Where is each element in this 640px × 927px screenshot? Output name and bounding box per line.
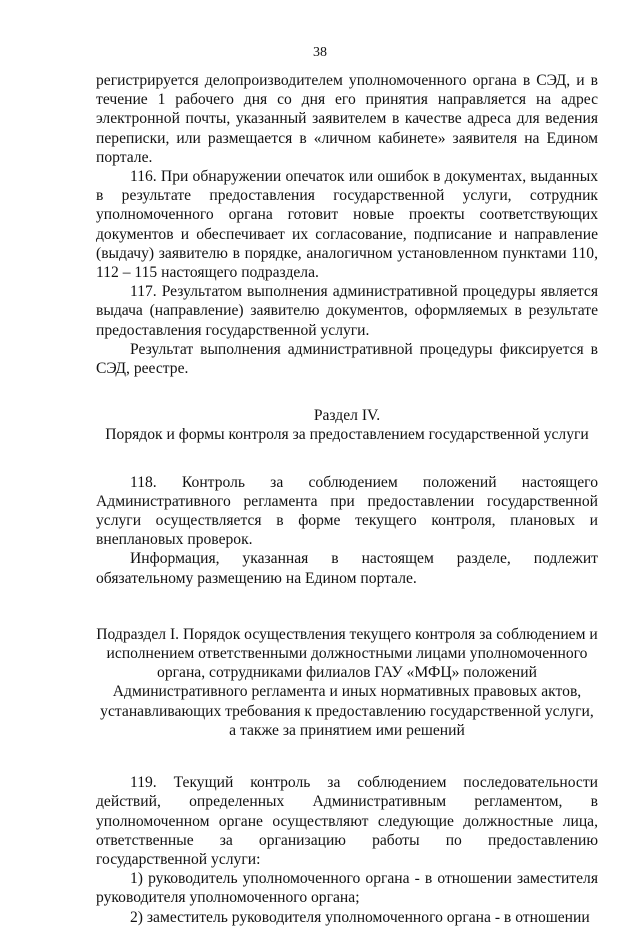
subsection-title: Подраздел I. Порядок осуществления текущего контроля за соблюдением и исполнением ответственными должностными лицами уполномоченного органа, сотрудниками филиалов ГАУ «МФЦ» положений Административного регламента и иных нормативных правовых актов, устанавливающих требования к предоставлению государственной услуги, а также за принятием ими решений — [96, 625, 598, 739]
list-item-1: 1) руководитель уполномоченного органа - в отношении заместителя руководителя уполномоченного органа; — [96, 870, 598, 907]
page-content — [96, 71, 598, 927]
spacer — [96, 740, 598, 773]
paragraph-information: Информация, указанная в настоящем разделе, подлежит обязательному размещению на Едином портале. — [96, 550, 598, 587]
list-item-2: 2) заместитель руководителя уполномоченного органа - в отношении — [130, 908, 590, 926]
section-title: Порядок и формы контроля за предоставлением государственной услуги — [105, 426, 589, 444]
page-number: 38 — [313, 45, 327, 60]
spacer — [96, 445, 598, 473]
paragraph-118: 118. Контроль за соблюдением положений настоящего Административного регламента при предоставлении государственной услуги осуществляется в форме текущего контроля, плановых и внеплановых проверок. — [96, 473, 598, 549]
spacer — [96, 588, 598, 625]
spacer — [96, 378, 598, 406]
paragraph-result: Результат выполнения административной процедуры фиксируется в СЭД, реестре. — [96, 340, 598, 378]
paragraph-119: 119. Текущий контроль за соблюдением последовательности действий, определенных Административным регламентом, в уполномоченном органе осуществляют следующие должностные лица, ответственные за организацию работы по предоставлению государственной услуги: — [96, 774, 598, 868]
section-label: Раздел IV. — [313, 407, 381, 425]
paragraph-continuation: регистрируется делопроизводителем уполномоченного органа в СЭД, и в течение 1 рабочего дня со дня его принятия направляется на адрес электронной почты, указанный заявителем в качестве адреса для ведения переписки, или размещается в «личном кабинете» заявителя на Едином портале. — [96, 72, 598, 166]
paragraph-116: 116. При обнаружении опечаток или ошибок в документах, выданных в результате предоставления государственной услуги, сотрудник уполномоченного органа готовит новые проекты соответствующих документов и обеспечивает их согласование, подписание и направление (выдачу) заявителю в порядке, аналогичном установленном пунктами 110, 112 – 115 настоящего подраздела. — [96, 168, 598, 282]
paragraph-117: 117. Результатом выполнения административной процедуры является выдача (направление) заявителю документов, оформляемых в результате предоставления государственной услуги. — [96, 283, 598, 339]
